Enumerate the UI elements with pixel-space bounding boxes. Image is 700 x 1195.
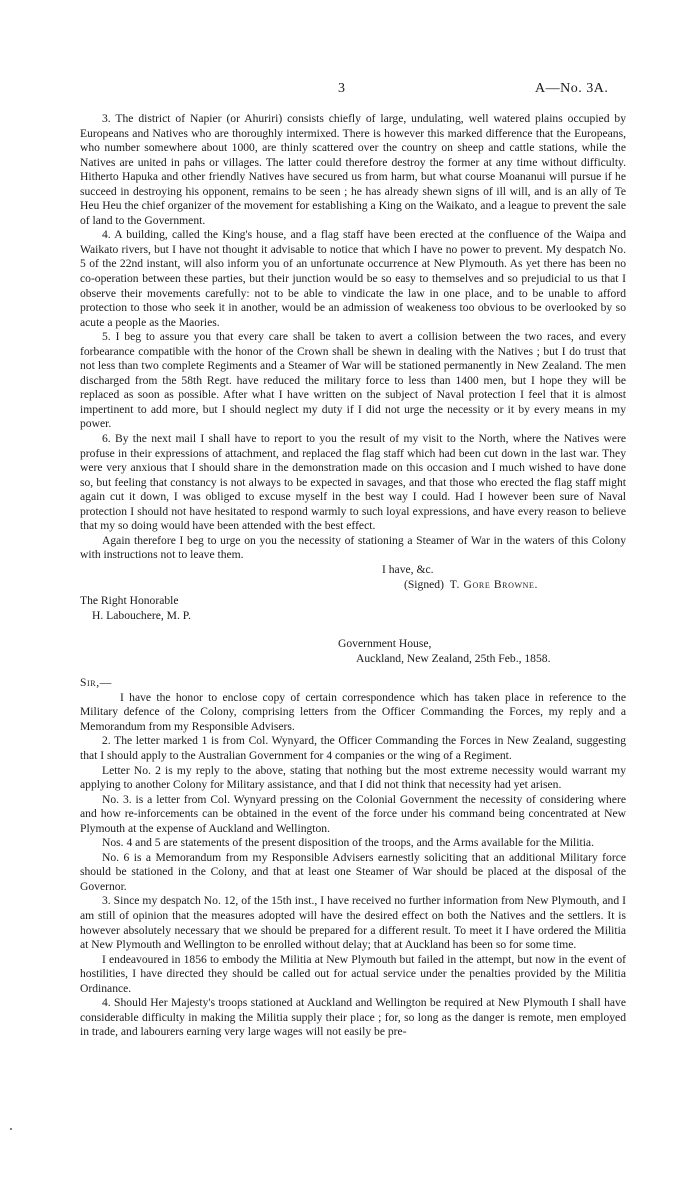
paragraph: 5. I beg to assure you that every care shall be taken to avert a collision between the two races, and every forbearance compatible with the honor of the Crown shall be shewn in dealing with the Natives ; but I do trust that not less than two complete Regiments and a Steamer of War will be stationed permanently in New Zealand. The men discharged from the 58th Regt. have reduced the military force to less than 1400 men, but I hope they will be replaced as soon as possible. After what I have written on the subject of Naval protection I feel that it is almost impertinent to add more, but I should neglect my duty if I did not urge the necessity or it by every means in my power. bbox=[80, 330, 626, 431]
signed-prefix: (Signed) bbox=[404, 577, 444, 591]
signature-block bbox=[80, 563, 626, 592]
paragraph: I endeavoured in 1856 to embody the Militia at New Plymouth but failed in the attempt, but now in the event of hostilities, I have directed they should be called out for actual service under the penalties provided by the Militia Ordinance. bbox=[80, 952, 626, 995]
addressee-title: The Right Honorable bbox=[80, 594, 179, 608]
letter-heading bbox=[80, 637, 626, 666]
paragraph: I have the honor to enclose copy of certain correspondence which has taken place in reference to the Military defence of the Colony, comprising letters from the Officer Commanding the Forces, my reply and a Memorandum from my Responsible Advisers. bbox=[80, 690, 626, 733]
page-number: 3 bbox=[338, 81, 345, 96]
paragraph: 6. By the next mail I shall have to report to you the result of my visit to the North, where the Natives were profuse in their expressions of attachment, and replaced the flag staff which had been cut down in the last war. They were very anxious that I should share in the demonstration made on this occasion and I much wished to have done so, but feeling that constancy is not always to be expected in savages, and that those who erected the flag staff might again cut it down, I was obliged to excuse myself in the best way I could. Had I however been sure of Naval protection I should not have hesitated to respond warmly to such loyal expressions, and have every reason to believe that my so doing would have been attended with the best effect. bbox=[80, 432, 626, 533]
closing: I have, &c. bbox=[382, 562, 434, 576]
sender-address-line2: Auckland, New Zealand, 25th Feb., 1858. bbox=[356, 651, 551, 665]
addressee-name: H. Labouchere, M. P. bbox=[92, 608, 191, 622]
paragraph: 3. Since my despatch No. 12, of the 15th inst., I have received no further information from New Plymouth, and I am still of opinion that the measures adopted will have the desired effect on both the Natives and the settlers. It is however absolutely necessary that we should be prepared for a different result. To meet it I have ordered the Militia at New Plymouth and Wellington to be enrolled without delay; that at Auckland has been so for some time. bbox=[80, 894, 626, 952]
paragraph: 4. A building, called the King's house, and a flag staff have been erected at the confluence of the Waipa and Waikato rivers, but I have not thought it advisable to notice that which I have no power to prevent. My despatch No. 5 of the 22nd instant, will also inform you of an unfortunate occurrence at New Plymouth. As yet there has been no co-operation between these parties, but their junction would be so easy to themselves and so prejudicial to us that I observe their movements carefully: not to be able to vindicate the law in one place, and to be unable to afford protection to those who seek it in another, would be an admission of weakeness too obvious to be overlooked by so acute a people as the Maories. bbox=[80, 228, 626, 329]
paragraph: 2. The letter marked 1 is from Col. Wynyard, the Officer Commanding the Forces in New Zealand, suggesting that I should apply to the Australian Government for 4 companies or the wing of a Regiment. bbox=[80, 734, 626, 762]
paragraph: Again therefore I beg to urge on you the necessity of stationing a Steamer of War in the waters of this Colony with instructions not to leave them. bbox=[80, 533, 626, 562]
first-letter bbox=[80, 112, 626, 623]
paragraph: 4. Should Her Majesty's troops stationed at Auckland and Wellington be required at New Plymouth I shall have considerable difficulty in making the Militia supply their place ; for, so long as the danger is remote, men employed in trade, and labourers earning very large wages will not easily be pre- bbox=[80, 996, 626, 1039]
second-letter bbox=[80, 676, 626, 1040]
paragraph: No. 3. is a letter from Col. Wynyard pressing on the Colonial Government the necessity of considering where and how re-inforcements can be obtained in the event of the force under his command being concentrated at New Plymouth at the expense of Auckland and Wellington. bbox=[80, 792, 626, 835]
addressee bbox=[80, 594, 626, 623]
signed-line bbox=[80, 578, 626, 593]
page-header bbox=[0, 82, 700, 98]
paragraph: Letter No. 2 is my reply to the above, stating that nothing but the most extreme necessity would warrant my applying to another Colony for Military assistance, and that I did not think that necessity had yet arisen. bbox=[80, 763, 626, 792]
signature: T. Gore Browne. bbox=[449, 577, 538, 591]
sender-address-line1: Government House, bbox=[338, 637, 432, 651]
document-body bbox=[80, 112, 626, 1040]
paragraph: Nos. 4 and 5 are statements of the present disposition of the troops, and the Arms available for the Militia. bbox=[102, 836, 594, 850]
document-reference: A—No. 3A. bbox=[535, 81, 609, 96]
salutation: Sir,— bbox=[80, 676, 112, 690]
paragraph: 3. The district of Napier (or Ahuriri) consists chiefly of large, undulating, well watered plains occupied by Europeans and Natives who are thoroughly intermixed. There is however this marked difference that the Europeans, who number somewhere about 1000, are thinly scattered over the country on sheep and cattle stations, while the Natives are united in pahs or villages. The latter could therefore destroy the former at any time without difficulty. Hitherto Hapuka and other friendly Natives have secured us from harm, but what course Moananui will pursue if he succeed in destroying his opponent, remains to be seen ; he has already shewn signs of ill will, and is an ally of Te Heu Heu the chief organizer of the movement for establishing a King on the Waikato, and a league to prevent the sale of land to the Government. bbox=[80, 112, 626, 227]
paragraph: No. 6 is a Memorandum from my Responsible Advisers earnestly soliciting that an additional Military force should be stationed in the Colony, and that at least one Steamer of War should be placed at the disposal of the Governor. bbox=[80, 850, 626, 893]
scan-speck bbox=[10, 1128, 12, 1130]
